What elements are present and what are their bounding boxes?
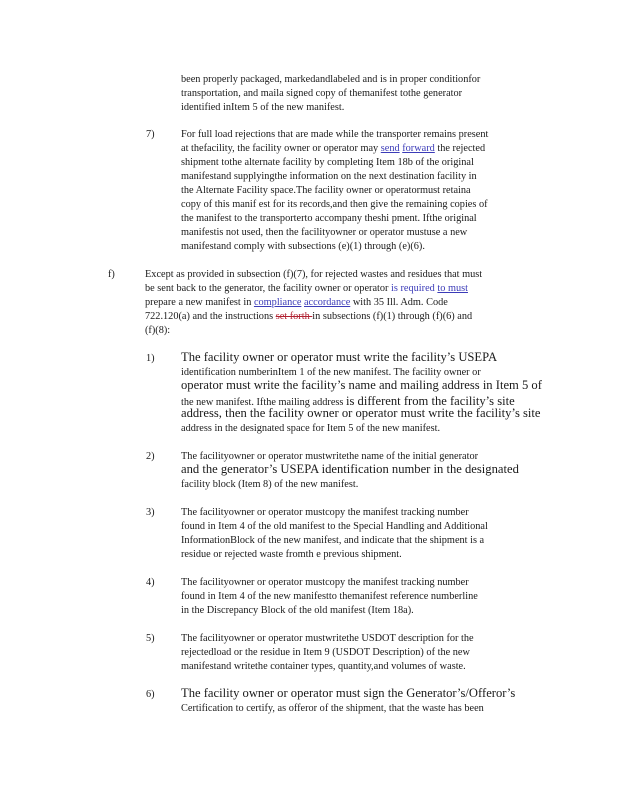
item-f-line	[145, 296, 448, 309]
subitem-1-line: address in the designated space for Item 5 of the new manifest.	[181, 423, 441, 434]
item-7-line: the Alternate Facility space.The facility owner or operatormust retaina	[181, 185, 471, 196]
item-7-label: 7)	[146, 129, 155, 140]
item-f-line	[145, 310, 472, 323]
subitem-5-line: manifestand writethe container types, quantity,and volumes of waste.	[181, 661, 466, 672]
item-7-line: For full load rejections that are made while the transporter remains present	[181, 129, 489, 140]
subitem-1-text: the new manifest. Ifthe mailing address	[181, 397, 346, 408]
subitem-3-line: residue or rejected waste fromth e previous shipment.	[181, 549, 402, 560]
subitem-6-line: The facility owner or operator must sign the Generator’s/Offeror’s	[181, 686, 516, 700]
inserted-text: accordance	[303, 297, 351, 308]
subitem-6-label: 6)	[146, 689, 155, 700]
subitem-4-label: 4)	[146, 577, 155, 588]
inserted-text: compliance	[253, 297, 302, 308]
item-f-line: Except as provided in subsection (f)(7), for rejected wastes and residues that must	[145, 269, 483, 280]
continuation-line: been properly packaged, markedandlabeled and is in proper conditionfor	[181, 74, 481, 85]
item-f-label: f)	[108, 269, 115, 280]
inserted-text: send	[380, 143, 400, 154]
continuation-line: transportation, and maila signed copy of themanifest tothe generator	[181, 88, 463, 99]
item-7-line: the manifest to the transporterto accompany theshi pment. Ifthe original	[181, 213, 477, 224]
subitem-5-line: rejectedload or the residue in Item 9 (USDOT Description) of the new	[181, 647, 470, 658]
item-7-line: shipment tothe alternate facility by completing Item 18b of the original	[181, 157, 474, 168]
item-f-text: be sent back to the generator, the facility owner or operator	[145, 283, 392, 294]
subitem-5-line: The facilityowner or operator mustwritethe USDOT description for the	[181, 633, 474, 644]
subitem-3-line: The facilityowner or operator mustcopy the manifest tracking number	[181, 507, 469, 518]
subitem-6-line: Certification to certify, as offeror of the shipment, that the waste has been	[181, 703, 484, 714]
item-7-line: manifestis not used, then the facilityowner or operator mustuse a new	[181, 227, 468, 238]
subitem-3-line: found in Item 4 of the old manifest to the Special Handling and Additional	[181, 521, 488, 532]
subitem-3-line: InformationBlock of the new manifest, and indicate that the shipment is a	[181, 535, 485, 546]
item-f-text: with 35 Ill. Adm. Code	[350, 297, 448, 308]
subitem-4-line: found in Item 4 of the new manifestto themanifest reference numberline	[181, 591, 478, 602]
subitem-1-text: is different from the facility’s site	[346, 394, 515, 408]
continuation-line: identified inItem 5 of the new manifest.	[181, 102, 345, 113]
item-7-text: the rejected	[434, 143, 486, 154]
item-f-text: in subsections (f)(1) through (f)(6) and	[312, 311, 473, 322]
subitem-2-line: facility block (Item 8) of the new manifest.	[181, 479, 359, 490]
subitem-1-label: 1)	[146, 353, 155, 364]
subitem-4-line: The facilityowner or operator mustcopy the manifest tracking number	[181, 577, 469, 588]
item-7-line: manifestand supplyingthe information on the next destination facility in	[181, 171, 477, 182]
subitem-2-line: The facilityowner or operator mustwritethe name of the initial generator	[181, 451, 479, 462]
inserted-text: is required	[391, 283, 435, 294]
inserted-text: forward	[402, 143, 435, 154]
deleted-text: set forth	[275, 311, 313, 322]
item-7-line: manifestand comply with subsections (e)(1) through (e)(6).	[181, 241, 425, 252]
subitem-1-line: The facility owner or operator must write the facility’s USEPA	[181, 350, 498, 364]
item-f-line	[145, 282, 468, 295]
subitem-2-line: and the generator’s USEPA identification number in the designated	[181, 462, 519, 476]
item-7-text: at thefacility, the facility owner or operator may	[181, 143, 381, 154]
subitem-3-label: 3)	[146, 507, 155, 518]
item-f-text: prepare a new manifest in	[145, 297, 254, 308]
item-f-text: 722.120(a) and the instructions	[145, 311, 276, 322]
item-7-line	[181, 142, 485, 155]
item-f-line: (f)(8):	[145, 325, 171, 336]
subitem-1-line: address, then the facility owner or operator must write the facility’s site	[181, 406, 541, 420]
item-7-line: copy of this manif est for its records,and then give the remaining copies of	[181, 199, 488, 210]
inserted-text: to must	[437, 283, 468, 294]
subitem-5-label: 5)	[146, 633, 155, 644]
subitem-1-line: operator must write the facility’s name and mailing address in Item 5 of	[181, 378, 542, 392]
subitem-1-line: identification numberinItem 1 of the new manifest. The facility owner or	[181, 367, 481, 378]
subitem-4-line: in the Discrepancy Block of the old manifest (Item 18a).	[181, 605, 414, 616]
subitem-2-label: 2)	[146, 451, 155, 462]
